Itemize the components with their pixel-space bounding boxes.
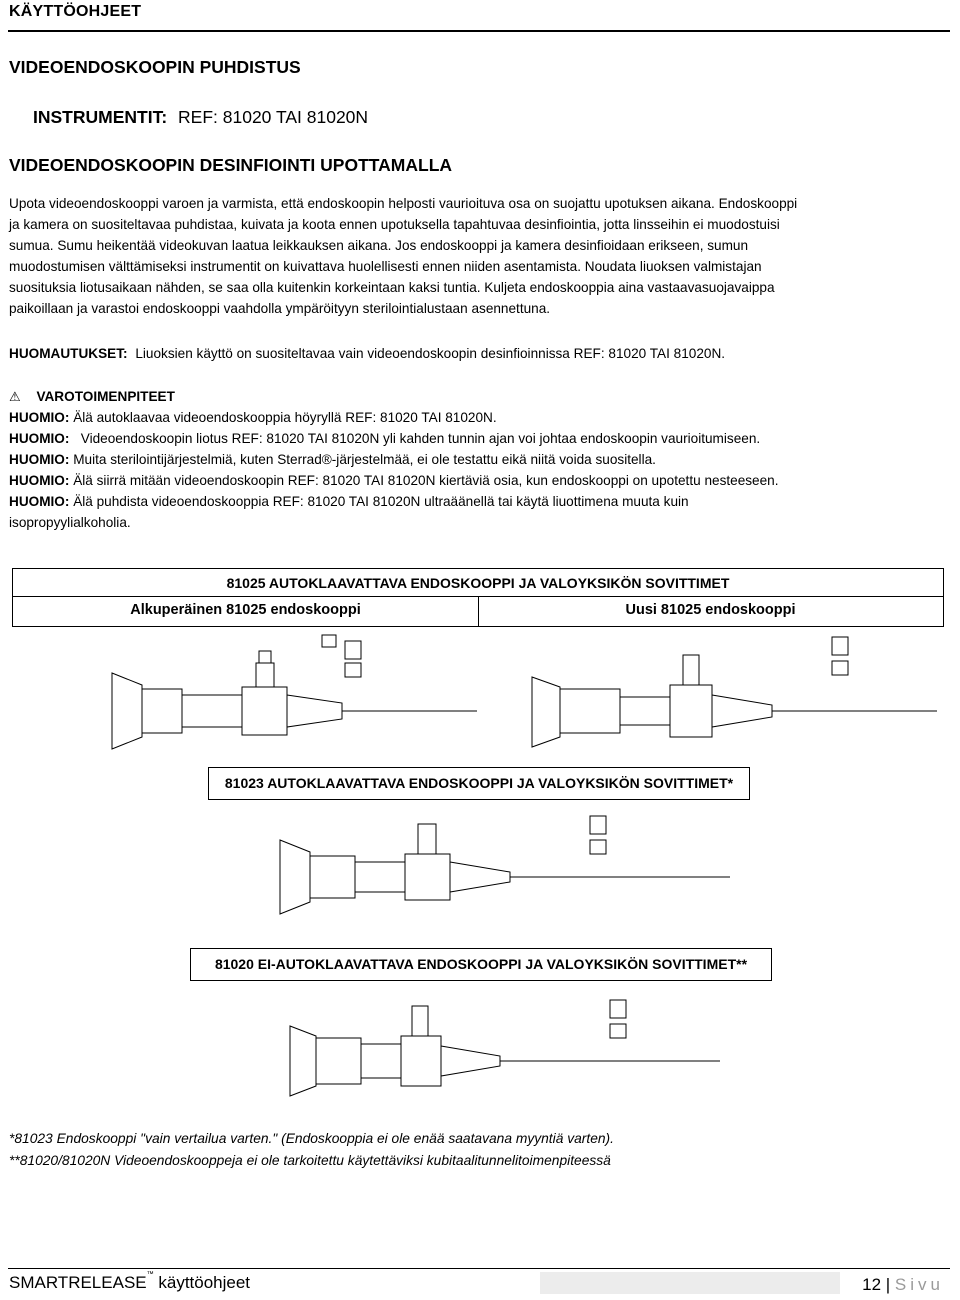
notes-line xyxy=(9,343,725,364)
warning-item xyxy=(9,491,954,512)
panel-81020-title: 81020 EI-AUTOKLAAVATTAVA ENDOSKOOPPI JA VALOYKSIKÖN SOVITTIMET** xyxy=(214,956,748,972)
paragraph-line: paikoillaan ja varastoi endoskooppi vaahdolla ympäröityyn sterilointialustaan asennettuna. xyxy=(9,301,551,316)
warnings-title: VAROTOIMENPITEET xyxy=(36,389,175,404)
original-endoscope-label: Alkuperäinen 81025 endoskooppi xyxy=(130,602,361,618)
warning-text: Älä siirrä mitään videoendoskoopin REF: 81020 TAI 81020N kiertäviä osia, kun endoskooppi on upotettu nesteeseen. xyxy=(73,473,779,488)
footnote-81020: **81020/81020N Videoendoskooppeja ei ole tarkoitettu käytettäviksi kubitaalitunnelitoimenpiteessä xyxy=(9,1153,611,1168)
panel-81025-header xyxy=(12,568,944,627)
warnings-heading xyxy=(9,386,954,407)
warning-text: Muita sterilointijärjestelmiä, kuten Sterrad®-järjestelmää, ei ole testattu eikä niitä voida suositella. xyxy=(73,452,656,467)
paragraph-line: suosituksia liotusaikaan nähden, se saa olla kuitenkin korkeintaan kaksi tuntia. Kuljeta endoskooppia aina vastaavasuojavaippa xyxy=(9,280,775,295)
subsection-title: VIDEOENDOSKOOPIN DESINFIOINTI UPOTTAMALLA xyxy=(9,155,453,175)
warning-item xyxy=(9,449,954,470)
notes-label: HUOMAUTUKSET: xyxy=(9,346,128,361)
endoscope-81025-illustrations xyxy=(12,625,942,765)
header-divider xyxy=(8,30,950,32)
warning-text: Älä autoklaavaa videoendoskooppia höyryllä REF: 81020 TAI 81020N. xyxy=(73,410,497,425)
warning-item xyxy=(9,428,954,449)
page-separator: | xyxy=(885,1275,891,1294)
new-endoscope-drawing xyxy=(532,637,937,747)
instruction-paragraph xyxy=(9,193,954,319)
footnotes xyxy=(9,1128,614,1172)
footer-page xyxy=(862,1275,944,1295)
warning-label: HUOMIO: xyxy=(9,431,70,446)
warning-last-line: isopropyylialkoholia. xyxy=(9,515,131,530)
warning-label: HUOMIO: xyxy=(9,452,70,467)
warning-item xyxy=(9,407,954,428)
panel-81023-title: 81023 AUTOKLAAVATTAVA ENDOSKOOPPI JA VALOYKSIKÖN SOVITTIMET* xyxy=(224,775,734,791)
warning-text: Älä puhdista videoendoskooppia REF: 81020 TAI 81020N ultraäänellä tai käytä liuottimena muuta kuin xyxy=(73,494,689,509)
trademark-symbol: ™ xyxy=(146,1271,154,1278)
endoscope-81023-illustration xyxy=(250,800,750,928)
endoscope-81020-illustration xyxy=(250,982,750,1112)
footer-document-name xyxy=(9,1273,250,1293)
paragraph-line: Upota videoendoskooppi varoen ja varmista, että endoskoopin helposti vaurioituva osa on suojattu upotuksen aikana. Endoskooppi xyxy=(9,196,798,211)
page-word: Sivu xyxy=(894,1275,944,1294)
footer-shading xyxy=(540,1272,840,1294)
warning-text: Videoendoskoopin liotus REF: 81020 TAI 81020N yli kahden tunnin ajan voi johtaa endoskoopin vaurioitumiseen. xyxy=(80,431,761,446)
warning-label: HUOMIO: xyxy=(9,473,70,488)
warnings-block xyxy=(9,386,954,533)
page-number: 12 xyxy=(862,1275,882,1294)
warning-label: HUOMIO: xyxy=(9,494,70,509)
panel-81023-header xyxy=(208,767,750,800)
warning-label: HUOMIO: xyxy=(9,410,70,425)
instruments-value: REF: 81020 TAI 81020N xyxy=(178,107,369,127)
panel-81020-header xyxy=(190,948,772,981)
warning-triangle-icon: ⚠ xyxy=(9,389,21,404)
footnote-81023: *81023 Endoskooppi "vain vertailua varten." (Endoskooppia ei ole enää saatavana myyntiä varten). xyxy=(9,1131,614,1146)
instruments-label: INSTRUMENTIT: xyxy=(33,107,168,127)
paragraph-line: sumua. Sumu heikentää videokuvan laatua leikkauksen aikana. Jos endoskooppi ja kamera desinfioidaan erikseen, sumun xyxy=(9,238,749,253)
section-title: VIDEOENDOSKOOPIN PUHDISTUS xyxy=(9,57,301,77)
footer-divider xyxy=(8,1268,950,1269)
footer-brand: SMARTRELEASE xyxy=(9,1273,147,1292)
panel-81025-title: 81025 AUTOKLAAVATTAVA ENDOSKOOPPI JA VALOYKSIKÖN SOVITTIMET xyxy=(226,575,730,591)
document-header-title: KÄYTTÖOHJEET xyxy=(9,3,142,20)
paragraph-line: ja kamera on suositeltavaa puhdistaa, kuivata ja koota ennen upotuksella tapahtuvaa desinfiointia, jotta linsseihin ei muodostuisi xyxy=(9,217,780,232)
instruments-line xyxy=(33,107,368,128)
original-endoscope-drawing xyxy=(112,635,477,749)
footer-doc: käyttöohjeet xyxy=(158,1273,251,1292)
new-endoscope-label: Uusi 81025 endoskooppi xyxy=(625,602,796,618)
warning-item xyxy=(9,470,954,491)
paragraph-line: muodostumisen välttämiseksi instrumentit on kuivattava huolellisesti ennen niiden asentamista. Noudata liuoksen valmistajan xyxy=(9,259,762,274)
notes-text: Liuoksien käyttö on suositeltavaa vain videoendoskoopin desinfioinnissa REF: 81020 TAI 81020N. xyxy=(135,346,726,361)
